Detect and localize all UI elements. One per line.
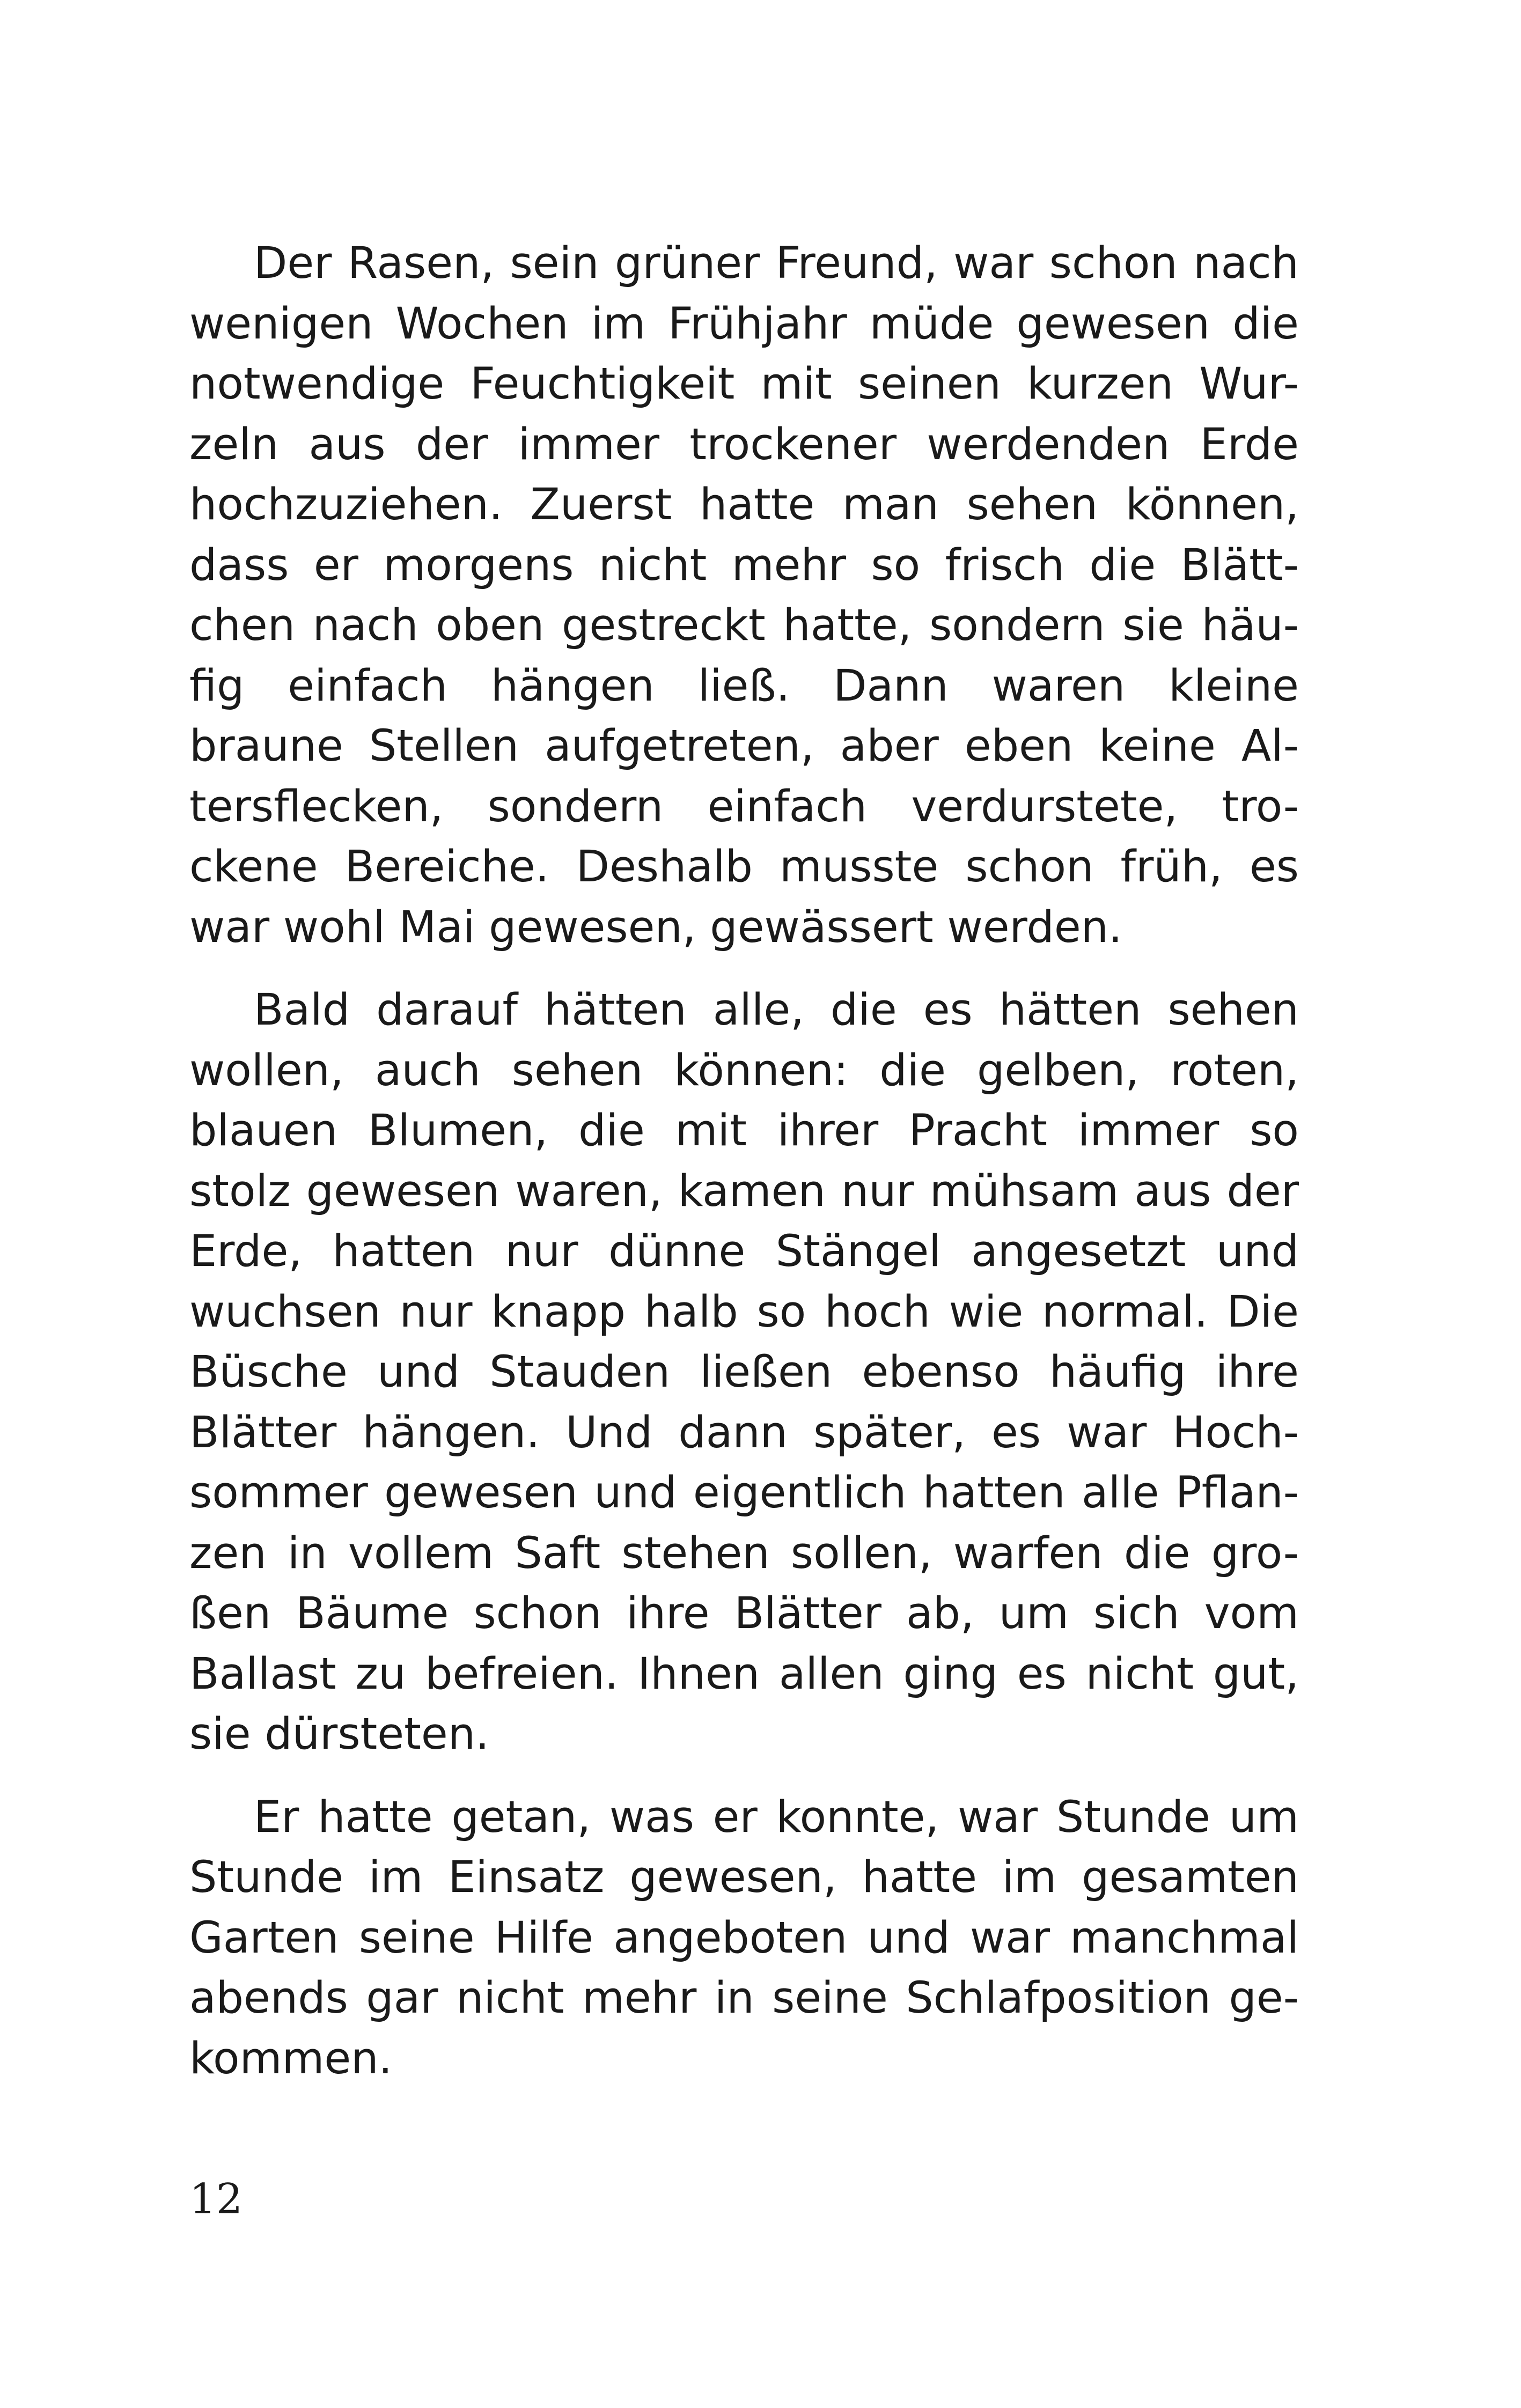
text-line: war wohl Mai gewesen, gewässert werden. [189, 902, 1122, 953]
text-line: abends gar nicht mehr in seine Schlafposition ge- [189, 1973, 1299, 2023]
text-line: ßen Bäume schon ihre Blätter ab, um sich vom [189, 1588, 1299, 1639]
text-line: stolz gewesen waren, kamen nur mühsam aus der [189, 1166, 1299, 1217]
text-line: tersflecken, sondern einfach verdurstete, tro- [189, 781, 1299, 832]
text-line: Blätter hängen. Und dann später, es war Hoch- [189, 1407, 1299, 1458]
paragraph-1 [189, 233, 1299, 958]
text-line: Stunde im Einsatz gewesen, hatte im gesamten [189, 1852, 1299, 1903]
text-line: sommer gewesen und eigentlich hatten alle Pflan- [189, 1468, 1299, 1518]
text-line: wenigen Wochen im Frühjahr müde gewesen die [189, 298, 1299, 349]
body-text [189, 233, 1299, 2111]
text-line: braune Stellen aufgetreten, aber eben keine Al- [189, 721, 1299, 771]
paragraph-2 [189, 980, 1299, 1765]
text-line: blauen Blumen, die mit ihrer Pracht immer so [189, 1106, 1299, 1156]
paragraph-3 [189, 1787, 1299, 2089]
text-line: sie dürsteten. [189, 1709, 489, 1759]
text-line: chen nach oben gestreckt hatte, sondern sie häu- [189, 600, 1299, 651]
text-line: hochzuziehen. Zuerst hatte man sehen können, [189, 480, 1299, 530]
text-line: Erde, hatten nur dünne Stängel angesetzt und [189, 1226, 1299, 1277]
text-line: zeln aus der immer trockener werdenden Erde [189, 419, 1299, 470]
text-line: zen in vollem Saft stehen sollen, warfen die gro- [189, 1528, 1299, 1579]
text-line: kommen. [189, 2033, 393, 2084]
text-line: fig einfach hängen ließ. Dann waren kleine [189, 660, 1299, 711]
text-line: Er hatte getan, was er konnte, war Stunde um [254, 1792, 1299, 1843]
text-line: ckene Bereiche. Deshalb musste schon früh, es [189, 842, 1299, 892]
text-line: notwendige Feuchtigkeit mit seinen kurzen Wur- [189, 359, 1299, 409]
text-line: Garten seine Hilfe angeboten und war manchmal [189, 1912, 1299, 1963]
text-line: Bald darauf hätten alle, die es hätten sehen [254, 985, 1299, 1035]
text-line: wollen, auch sehen können: die gelben, roten, [189, 1045, 1299, 1096]
text-line: dass er morgens nicht mehr so frisch die Blätt- [189, 540, 1299, 591]
page-number: 12 [189, 2175, 243, 2223]
text-line: Ballast zu befreien. Ihnen allen ging es nicht gut, [189, 1648, 1299, 1699]
text-line: Der Rasen, sein grüner Freund, war schon nach [254, 238, 1299, 289]
text-line: wuchsen nur knapp halb so hoch wie normal. Die [189, 1286, 1299, 1337]
text-line: Büsche und Stauden ließen ebenso häufig ihre [189, 1347, 1299, 1397]
